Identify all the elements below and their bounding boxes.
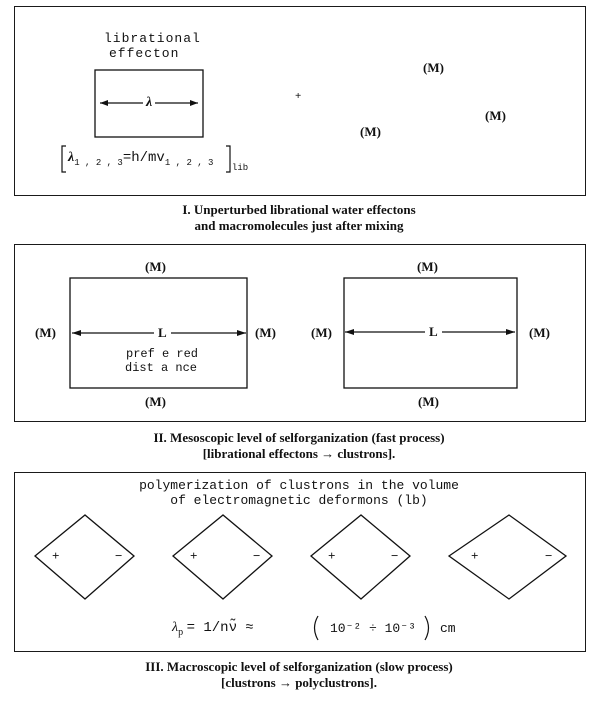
caption-panel-3-line2: [clustrons → polyclustrons]. bbox=[221, 675, 377, 690]
macromolecule-label: (M) bbox=[145, 259, 166, 274]
caption-panel-2-line1: II. Mesoscopic level of selforganization (fast process) bbox=[153, 430, 445, 445]
formula-lambda-lib: $\lambda_{1 , 2 , 3}=h/mv_{1 , 2 , 3}$ bbox=[68, 150, 214, 168]
caption-panel-1-line1: I. Unperturbed librational water effectons bbox=[182, 202, 416, 217]
negative-pole: − bbox=[391, 548, 399, 563]
positive-pole: + bbox=[471, 548, 479, 563]
preferred-label-line1: pref e red bbox=[126, 347, 199, 361]
macromolecule-label: (M) bbox=[145, 394, 166, 409]
panel-3-title-line2: of electromagnetic deformons (lb) bbox=[170, 493, 428, 508]
formula-range: 10⁻² ÷ 10⁻³ bbox=[330, 621, 416, 636]
macromolecule-label: (M) bbox=[255, 325, 276, 340]
positive-pole: + bbox=[328, 548, 336, 563]
macromolecule-label: (M) bbox=[529, 325, 550, 340]
lambda-label: λ bbox=[143, 95, 155, 111]
formula-lib-subscript: lib bbox=[232, 163, 249, 173]
effecton-title-line1: librational bbox=[104, 31, 201, 46]
macromolecule-label: (M) bbox=[423, 60, 444, 75]
plus-sign: + bbox=[295, 90, 302, 102]
preferred-label-line2: dist a nce bbox=[125, 361, 198, 375]
panel-3-title-line1: polymerization of clustrons in the volume bbox=[139, 478, 459, 493]
panel-mesoscopic bbox=[14, 244, 586, 422]
macromolecule-label: (M) bbox=[485, 108, 506, 123]
macromolecule-label: (M) bbox=[418, 394, 439, 409]
distance-label-left: L bbox=[154, 325, 171, 341]
distance-label-right: L bbox=[425, 324, 442, 340]
macromolecule-label: (M) bbox=[35, 325, 56, 340]
caption-panel-1-line2: and macromolecules just after mixing bbox=[194, 218, 404, 233]
negative-pole: − bbox=[115, 548, 123, 563]
caption-panel-2-line2: [librational effectons → clustrons]. bbox=[202, 446, 396, 461]
effecton-title-line2: effecton bbox=[109, 46, 180, 61]
macromolecule-label: (M) bbox=[360, 124, 381, 139]
negative-pole: − bbox=[253, 548, 261, 563]
formula-unit: cm bbox=[440, 621, 456, 636]
macromolecule-label: (M) bbox=[311, 325, 332, 340]
macromolecule-label: (M) bbox=[417, 259, 438, 274]
formula-lambda-p: $\lambda_p$ = 1/nν̃ ≈ bbox=[172, 620, 254, 638]
negative-pole: − bbox=[545, 548, 553, 563]
positive-pole: + bbox=[52, 548, 60, 563]
positive-pole: + bbox=[190, 548, 198, 563]
caption-panel-3-line1: III. Macroscopic level of selforganization (slow process) bbox=[145, 659, 453, 674]
